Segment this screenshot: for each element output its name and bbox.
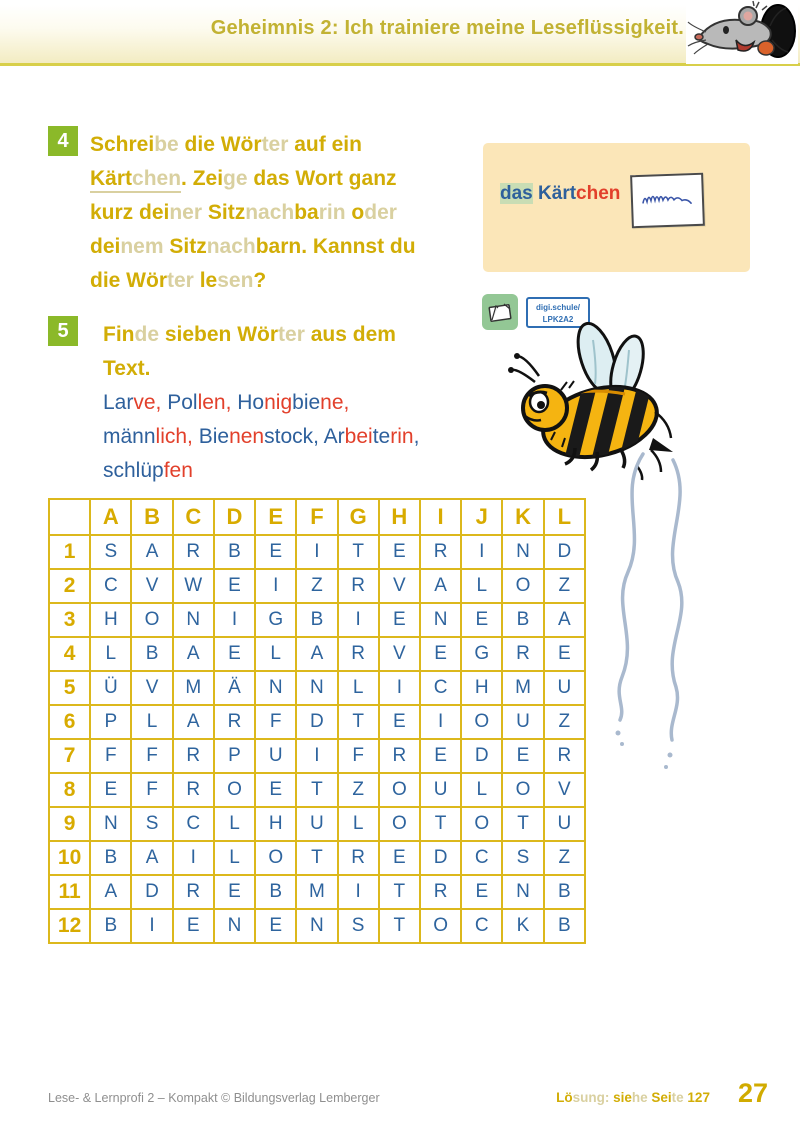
syllable-segment: rin <box>318 201 346 224</box>
grid-cell[interactable]: U <box>255 739 296 773</box>
grid-row <box>49 569 585 603</box>
syllable-segment: ge <box>223 167 248 190</box>
grid-cell[interactable]: N <box>255 671 296 705</box>
exercise-5-word-list <box>103 386 419 488</box>
grid-cell[interactable]: U <box>544 807 585 841</box>
grid-cell[interactable]: B <box>296 603 337 637</box>
syllable-segment: len, <box>197 391 232 414</box>
syllable-segment: aus dem <box>304 323 396 346</box>
syllable-segment: Text. <box>103 357 151 380</box>
grid-cell[interactable]: I <box>214 603 255 637</box>
grid-row-label: 4 <box>49 637 90 671</box>
grid-cell[interactable]: E <box>544 637 585 671</box>
syllable-segment: ter <box>261 133 289 156</box>
syllable-segment: bei <box>344 425 373 448</box>
grid-cell[interactable]: R <box>544 739 585 773</box>
grid-cell[interactable]: U <box>502 705 543 739</box>
syllable-segment: sung: <box>572 1090 610 1105</box>
syllable-segment: o <box>345 201 365 224</box>
grid-cell[interactable]: E <box>90 773 131 807</box>
syllable-segment: chen <box>576 183 621 204</box>
syllable-segment: barn. Kannst du <box>255 235 416 258</box>
text-line <box>90 230 416 264</box>
grid-cell[interactable]: F <box>338 739 379 773</box>
grid-cell[interactable]: E <box>502 739 543 773</box>
grid-cell[interactable]: Z <box>544 705 585 739</box>
grid-row-label: 11 <box>49 875 90 909</box>
grid-row-label: 7 <box>49 739 90 773</box>
grid-cell[interactable]: E <box>214 875 255 909</box>
grid-cell[interactable]: Ü <box>90 671 131 705</box>
grid-cell[interactable]: R <box>338 569 379 603</box>
grid-column-header: B <box>131 499 172 535</box>
syllable-segment: der <box>364 201 397 224</box>
syllable-segment: te <box>671 1090 684 1105</box>
grid-cell[interactable]: F <box>131 773 172 807</box>
footer <box>48 1078 768 1109</box>
grid-cell[interactable]: T <box>296 841 337 875</box>
grid-cell[interactable]: H <box>255 807 296 841</box>
grid-cell[interactable]: T <box>502 807 543 841</box>
grid-cell[interactable]: I <box>173 841 214 875</box>
grid-cell[interactable]: Ä <box>214 671 255 705</box>
syllable-segment: sieben <box>159 323 238 346</box>
exercise-4-instructions <box>90 128 416 298</box>
grid-cell[interactable]: R <box>379 739 420 773</box>
grid-column-header: H <box>379 499 420 535</box>
grid-row <box>49 739 585 773</box>
text-line <box>103 318 419 352</box>
syllable-segment: ba <box>294 201 319 224</box>
syllable-segment: Lar <box>103 391 134 414</box>
syllable-segment: Ar <box>318 425 345 448</box>
syllable-segment: Sei <box>647 1090 672 1105</box>
grid-row-label: 10 <box>49 841 90 875</box>
grid-cell[interactable]: A <box>90 875 131 909</box>
syllable-segment: Sitz <box>163 235 207 258</box>
grid-cell[interactable]: O <box>461 807 502 841</box>
solution-reference <box>556 1090 710 1105</box>
grid-cell[interactable]: A <box>173 637 214 671</box>
text-line <box>103 420 419 454</box>
grid-row-label: 8 <box>49 773 90 807</box>
grid-cell[interactable]: N <box>502 535 543 569</box>
syllable-segment: sen <box>217 269 254 292</box>
grid-cell[interactable]: T <box>379 875 420 909</box>
grid-cell[interactable]: F <box>255 705 296 739</box>
grid-cell[interactable]: C <box>461 909 502 943</box>
grid-row <box>49 637 585 671</box>
grid-column-header: D <box>214 499 255 535</box>
grid-column-header: G <box>338 499 379 535</box>
grid-cell[interactable]: A <box>131 841 172 875</box>
syllable-segment: Fin <box>103 323 135 346</box>
grid-cell[interactable]: N <box>296 909 337 943</box>
example-word <box>500 183 620 205</box>
grid-row <box>49 603 585 637</box>
grid-cell[interactable]: R <box>214 705 255 739</box>
syllable-segment: chen <box>132 167 181 193</box>
grid-cell[interactable]: E <box>214 637 255 671</box>
grid-cell[interactable]: C <box>461 841 502 875</box>
syllable-segment: ? <box>253 269 267 292</box>
grid-cell[interactable]: F <box>90 739 131 773</box>
syllable-segment: schlüp <box>103 459 164 482</box>
text-line <box>90 128 416 162</box>
grid-cell[interactable]: R <box>338 841 379 875</box>
grid-cell[interactable]: L <box>255 637 296 671</box>
syllable-segment: Pol <box>161 391 198 414</box>
grid-cell[interactable]: S <box>338 909 379 943</box>
grid-row-label: 3 <box>49 603 90 637</box>
grid-row <box>49 807 585 841</box>
exercise-5-block <box>103 318 419 488</box>
grid-cell[interactable]: C <box>420 671 461 705</box>
grid-cell[interactable]: N <box>502 875 543 909</box>
grid-cell[interactable]: O <box>420 909 461 943</box>
grid-cell[interactable]: M <box>296 875 337 909</box>
grid-cell[interactable]: H <box>461 671 502 705</box>
grid-cell[interactable]: L <box>214 841 255 875</box>
grid-cell[interactable]: R <box>173 773 214 807</box>
syllable-segment: kurz dei <box>90 201 170 224</box>
grid-cell[interactable]: L <box>338 807 379 841</box>
syllable-segment: Bie <box>192 425 230 448</box>
grid-cell[interactable]: R <box>420 535 461 569</box>
grid-cell[interactable]: E <box>420 637 461 671</box>
syllable-segment: ter <box>278 323 305 346</box>
grid-cell[interactable]: U <box>544 671 585 705</box>
grid-cell[interactable]: S <box>502 841 543 875</box>
grid-cell[interactable]: D <box>131 875 172 909</box>
grid-row-label: 1 <box>49 535 90 569</box>
grid-cell[interactable]: I <box>338 603 379 637</box>
syllable-segment: das Wort ganz <box>247 167 397 190</box>
grid-cell[interactable]: L <box>461 569 502 603</box>
grid-cell[interactable]: C <box>90 569 131 603</box>
digi-schule-line2: LPK2A2 <box>542 315 574 324</box>
grid-column-header: K <box>502 499 543 535</box>
grid-cell[interactable]: B <box>90 841 131 875</box>
grid-cell[interactable]: O <box>461 705 502 739</box>
grid-cell[interactable]: V <box>379 637 420 671</box>
grid-row <box>49 875 585 909</box>
grid-cell[interactable]: B <box>544 909 585 943</box>
grid-cell[interactable]: E <box>379 535 420 569</box>
grid-cell[interactable]: V <box>544 773 585 807</box>
syllable-segment: Wör <box>237 323 279 346</box>
exercise-5-number: 5 <box>48 316 78 346</box>
grid-cell[interactable]: I <box>461 535 502 569</box>
syllable-segment: nem <box>120 235 164 258</box>
grid-cell[interactable]: E <box>420 739 461 773</box>
syllable-segment: be <box>154 133 179 156</box>
grid-cell[interactable]: T <box>296 773 337 807</box>
digi-schule-line1: digi.schule/ <box>535 303 580 312</box>
grid-row <box>49 773 585 807</box>
grid-cell[interactable]: T <box>379 909 420 943</box>
grid-cell[interactable]: Z <box>544 569 585 603</box>
syllable-segment: das <box>500 183 533 204</box>
grid-cell[interactable]: E <box>461 875 502 909</box>
grid-corner-cell <box>49 499 90 535</box>
grid-column-header: C <box>173 499 214 535</box>
grid-cell[interactable]: E <box>173 909 214 943</box>
grid-cell[interactable]: G <box>461 637 502 671</box>
grid-column-header: J <box>461 499 502 535</box>
syllable-segment: nach <box>206 235 256 258</box>
grid-cell[interactable]: W <box>173 569 214 603</box>
syllable-segment: rin <box>390 425 414 448</box>
grid-cell[interactable]: I <box>131 909 172 943</box>
text-line <box>103 352 419 386</box>
syllable-segment: männ <box>103 425 156 448</box>
grid-cell[interactable]: E <box>379 705 420 739</box>
grid-cell[interactable]: R <box>173 875 214 909</box>
mouse-icon <box>686 0 798 64</box>
grid-cell[interactable]: O <box>502 569 543 603</box>
grid-column-header: E <box>255 499 296 535</box>
grid-cell[interactable]: V <box>131 569 172 603</box>
grid-cell[interactable]: O <box>214 773 255 807</box>
grid-cell[interactable]: B <box>131 637 172 671</box>
syllable-segment: de <box>134 323 160 346</box>
grid-cell[interactable]: I <box>338 875 379 909</box>
grid-cell[interactable]: C <box>173 807 214 841</box>
grid-row-label: 2 <box>49 569 90 603</box>
grid-cell[interactable]: I <box>296 739 337 773</box>
grid-row-label: 12 <box>49 909 90 943</box>
grid-row <box>49 909 585 943</box>
grid-cell[interactable]: A <box>131 535 172 569</box>
grid-cell[interactable]: U <box>296 807 337 841</box>
syllable-segment: ne, <box>320 391 350 414</box>
grid-cell[interactable]: M <box>502 671 543 705</box>
grid-row <box>49 705 585 739</box>
syllable-segment: Kärt <box>90 167 132 193</box>
grid-cell[interactable]: P <box>214 739 255 773</box>
grid-column-header: F <box>296 499 337 535</box>
grid-column-header: A <box>90 499 131 535</box>
grid-cell[interactable]: A <box>544 603 585 637</box>
grid-cell[interactable]: U <box>420 773 461 807</box>
syllable-segment: nach <box>245 201 295 224</box>
grid-cell[interactable]: S <box>90 535 131 569</box>
grid-cell[interactable]: A <box>296 637 337 671</box>
grid-cell[interactable]: L <box>131 705 172 739</box>
grid-cell[interactable]: E <box>214 569 255 603</box>
grid-cell[interactable]: N <box>173 603 214 637</box>
grid-cell[interactable]: E <box>255 773 296 807</box>
text-line <box>90 196 416 230</box>
grid-cell[interactable]: Z <box>544 841 585 875</box>
grid-cell[interactable]: D <box>296 705 337 739</box>
grid-cell[interactable]: B <box>90 909 131 943</box>
page-number: 27 <box>737 1078 768 1108</box>
grid-cell[interactable]: D <box>461 739 502 773</box>
grid-cell[interactable]: L <box>90 637 131 671</box>
syllable-segment: te <box>372 425 391 448</box>
exercise-4-number: 4 <box>48 126 78 156</box>
grid-row-label: 9 <box>49 807 90 841</box>
syllable-segment: dei <box>90 235 121 258</box>
grid-cell[interactable]: Z <box>338 773 379 807</box>
grid-column-header: L <box>544 499 585 535</box>
grid-column-header: I <box>420 499 461 535</box>
grid-cell[interactable]: H <box>90 603 131 637</box>
grid-cell[interactable]: E <box>461 603 502 637</box>
grid-cell[interactable]: G <box>255 603 296 637</box>
page-title: Geheimnis 2: Ich trainiere meine Leseflüssigkeit. <box>210 17 684 39</box>
text-line <box>90 264 416 298</box>
word-search-grid <box>48 498 586 944</box>
grid-cell[interactable]: E <box>379 841 420 875</box>
grid-cell[interactable]: R <box>338 637 379 671</box>
grid-cell[interactable]: N <box>214 909 255 943</box>
syllable-segment: ner <box>169 201 203 224</box>
grid-cell[interactable]: D <box>420 841 461 875</box>
grid-cell[interactable]: V <box>131 671 172 705</box>
grid-cell[interactable]: B <box>255 875 296 909</box>
syllable-segment: Zei <box>192 167 224 190</box>
imprint-text: Lese- & Lernprofi 2 – Kompakt © Bildungsverlag Lemberger <box>48 1091 380 1105</box>
syllable-segment: Schrei <box>90 133 155 156</box>
grid-cell[interactable]: T <box>338 535 379 569</box>
text-line <box>90 162 416 196</box>
grid-cell[interactable]: L <box>338 671 379 705</box>
grid-cell[interactable]: B <box>502 603 543 637</box>
grid-cell[interactable]: S <box>131 807 172 841</box>
flashcard-image <box>630 173 705 229</box>
syllable-segment: Ho <box>231 391 265 414</box>
syllable-segment: nen <box>229 425 265 448</box>
grid-cell[interactable]: R <box>173 739 214 773</box>
grid-cell[interactable]: I <box>379 671 420 705</box>
grid-cell[interactable]: I <box>255 569 296 603</box>
header-band <box>0 0 800 66</box>
flight-trail <box>598 452 713 797</box>
syllable-segment: , <box>413 425 420 448</box>
grid-cell[interactable]: T <box>338 705 379 739</box>
grid-row-label: 6 <box>49 705 90 739</box>
grid-cell[interactable]: K <box>502 909 543 943</box>
grid-cell[interactable]: R <box>420 875 461 909</box>
grid-cell[interactable]: N <box>420 603 461 637</box>
grid-cell[interactable]: F <box>131 739 172 773</box>
grid-cell[interactable]: O <box>131 603 172 637</box>
grid-cell[interactable]: I <box>296 535 337 569</box>
grid-row <box>49 841 585 875</box>
grid-cell[interactable]: T <box>420 807 461 841</box>
grid-cell[interactable]: E <box>255 909 296 943</box>
grid-cell[interactable]: L <box>461 773 502 807</box>
grid-cell[interactable]: O <box>502 773 543 807</box>
grid-cell[interactable]: B <box>214 535 255 569</box>
grid-cell[interactable]: R <box>173 535 214 569</box>
grid-row <box>49 535 585 569</box>
grid-cell[interactable]: A <box>420 569 461 603</box>
example-box <box>483 143 750 272</box>
grid-cell[interactable]: L <box>214 807 255 841</box>
syllable-segment: ter <box>167 269 194 292</box>
grid-cell[interactable]: B <box>544 875 585 909</box>
grid-cell[interactable]: R <box>502 637 543 671</box>
syllable-segment: sie <box>609 1090 632 1105</box>
grid-cell[interactable]: E <box>255 535 296 569</box>
grid-cell[interactable]: E <box>379 603 420 637</box>
syllable-segment: die <box>178 133 221 156</box>
grid-row <box>49 671 585 705</box>
exercise-5-title <box>103 318 419 386</box>
syllable-segment: Kärt <box>532 183 577 204</box>
syllable-segment: ve, <box>133 391 162 414</box>
syllable-segment: . <box>181 167 193 190</box>
syllable-segment: Wör <box>220 133 262 156</box>
grid-cell[interactable]: D <box>544 535 585 569</box>
grid-cell[interactable]: I <box>420 705 461 739</box>
grid-cell[interactable]: O <box>379 807 420 841</box>
grid-cell[interactable]: A <box>173 705 214 739</box>
syllable-segment: fen <box>163 459 193 482</box>
syllable-segment: le <box>193 269 218 292</box>
grid-cell[interactable]: Z <box>296 569 337 603</box>
syllable-segment: 127 <box>683 1090 710 1105</box>
text-line <box>103 386 419 420</box>
syllable-segment: nig <box>264 391 293 414</box>
grid-cell[interactable]: O <box>255 841 296 875</box>
grid-row-label: 5 <box>49 671 90 705</box>
syllable-segment: stock, <box>264 425 319 448</box>
text-line <box>103 454 419 488</box>
grid-cell[interactable]: N <box>296 671 337 705</box>
syllable-segment: Lö <box>556 1090 573 1105</box>
grid-cell[interactable]: V <box>379 569 420 603</box>
grid-cell[interactable]: N <box>90 807 131 841</box>
syllable-segment: Sitz <box>202 201 246 224</box>
syllable-segment: bie <box>292 391 321 414</box>
syllable-segment: lich, <box>155 425 193 448</box>
syllable-segment: die Wör <box>90 269 167 292</box>
syllable-segment: he <box>631 1090 648 1105</box>
grid-cell[interactable]: O <box>379 773 420 807</box>
grid-cell[interactable]: M <box>173 671 214 705</box>
syllable-segment: auf ein <box>288 133 362 156</box>
grid-cell[interactable]: P <box>90 705 131 739</box>
